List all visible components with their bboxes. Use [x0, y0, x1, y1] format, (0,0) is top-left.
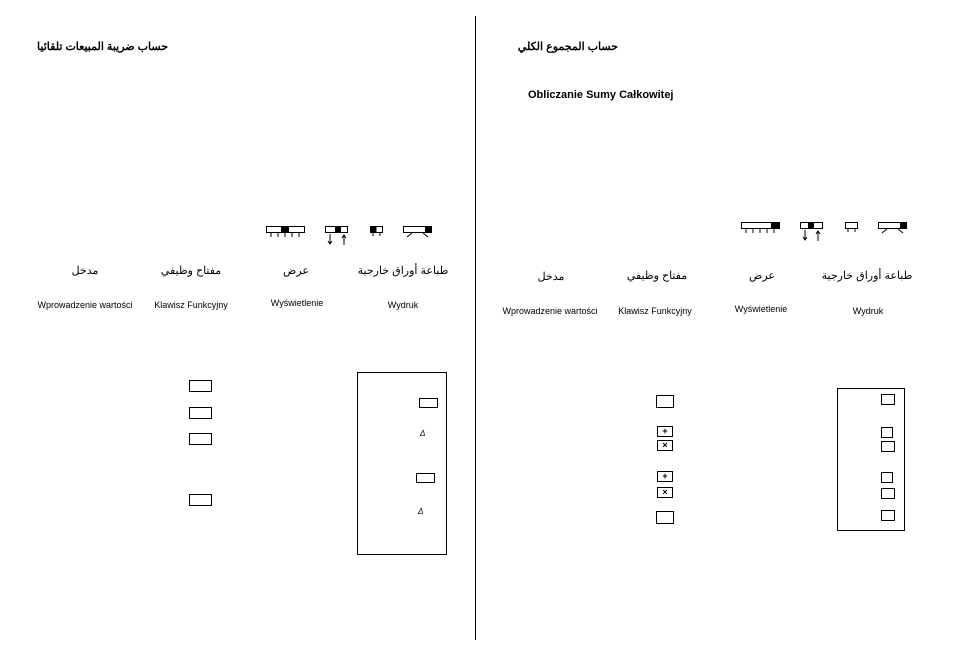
header-input-pl: Wprowadzenie wartości [37, 300, 133, 310]
printout-tape [357, 372, 447, 555]
input-mode-switch-icon [266, 226, 306, 238]
right-title-pl: Obliczanie Sumy Całkowitej [528, 89, 674, 101]
function-key[interactable] [656, 511, 674, 524]
printout-symbol-box [881, 510, 895, 521]
multiply-key[interactable]: × [657, 487, 673, 498]
plus-key[interactable]: + [657, 471, 673, 482]
function-key[interactable] [189, 433, 212, 445]
printout-symbol-box [881, 472, 893, 483]
function-key[interactable] [189, 380, 212, 392]
printout-symbol-box [881, 427, 893, 438]
plus-key[interactable]: + [657, 426, 673, 437]
page-divider [475, 16, 476, 640]
printout-symbol-box [881, 394, 895, 405]
rounding-switch-icon [800, 222, 824, 242]
header-function-key-pl: Klawisz Funkcyjny [618, 306, 692, 316]
printout-mark: Δ [418, 507, 424, 516]
multiply-key[interactable]: × [657, 440, 673, 451]
header-printout-ar: طباعة أوراق خارجية [821, 270, 913, 282]
printout-tape [837, 388, 905, 531]
header-printout-ar: طباعة أوراق خارجية [357, 265, 449, 277]
printout-symbol-box [419, 398, 438, 408]
header-display-ar: عرض [283, 265, 309, 277]
left-title: حساب ضريبة المبيعات تلقائيا [37, 41, 168, 53]
display-switch-icon [370, 226, 384, 236]
input-mode-switch-icon [741, 222, 781, 234]
printout-symbol-box [881, 488, 895, 499]
display-switch-icon [845, 222, 859, 232]
printout-symbol-box [881, 441, 895, 452]
function-key[interactable] [656, 395, 674, 408]
function-key[interactable] [189, 407, 212, 419]
header-input-pl: Wprowadzenie wartości [502, 306, 598, 316]
header-display-pl: Wyświetlenie [270, 298, 324, 308]
header-function-key-ar: مفتاح وظيفي [160, 265, 222, 277]
header-input-ar: مدخل [71, 265, 99, 277]
print-switch-icon [878, 222, 908, 234]
function-key[interactable] [189, 494, 212, 506]
header-input-ar: مدخل [537, 271, 565, 283]
right-title-ar: حساب المجموع الكلي [517, 41, 618, 53]
header-printout-pl: Wydruk [387, 300, 419, 310]
printout-mark: Δ [420, 429, 426, 438]
header-printout-pl: Wydruk [852, 306, 884, 316]
printout-symbol-box [416, 473, 435, 483]
rounding-switch-icon [325, 226, 349, 246]
header-function-key-pl: Klawisz Funkcyjny [154, 300, 228, 310]
print-switch-icon [403, 226, 433, 238]
header-display-pl: Wyświetlenie [734, 304, 788, 314]
header-function-key-ar: مفتاح وظيفي [626, 270, 688, 282]
header-display-ar: عرض [749, 270, 775, 282]
